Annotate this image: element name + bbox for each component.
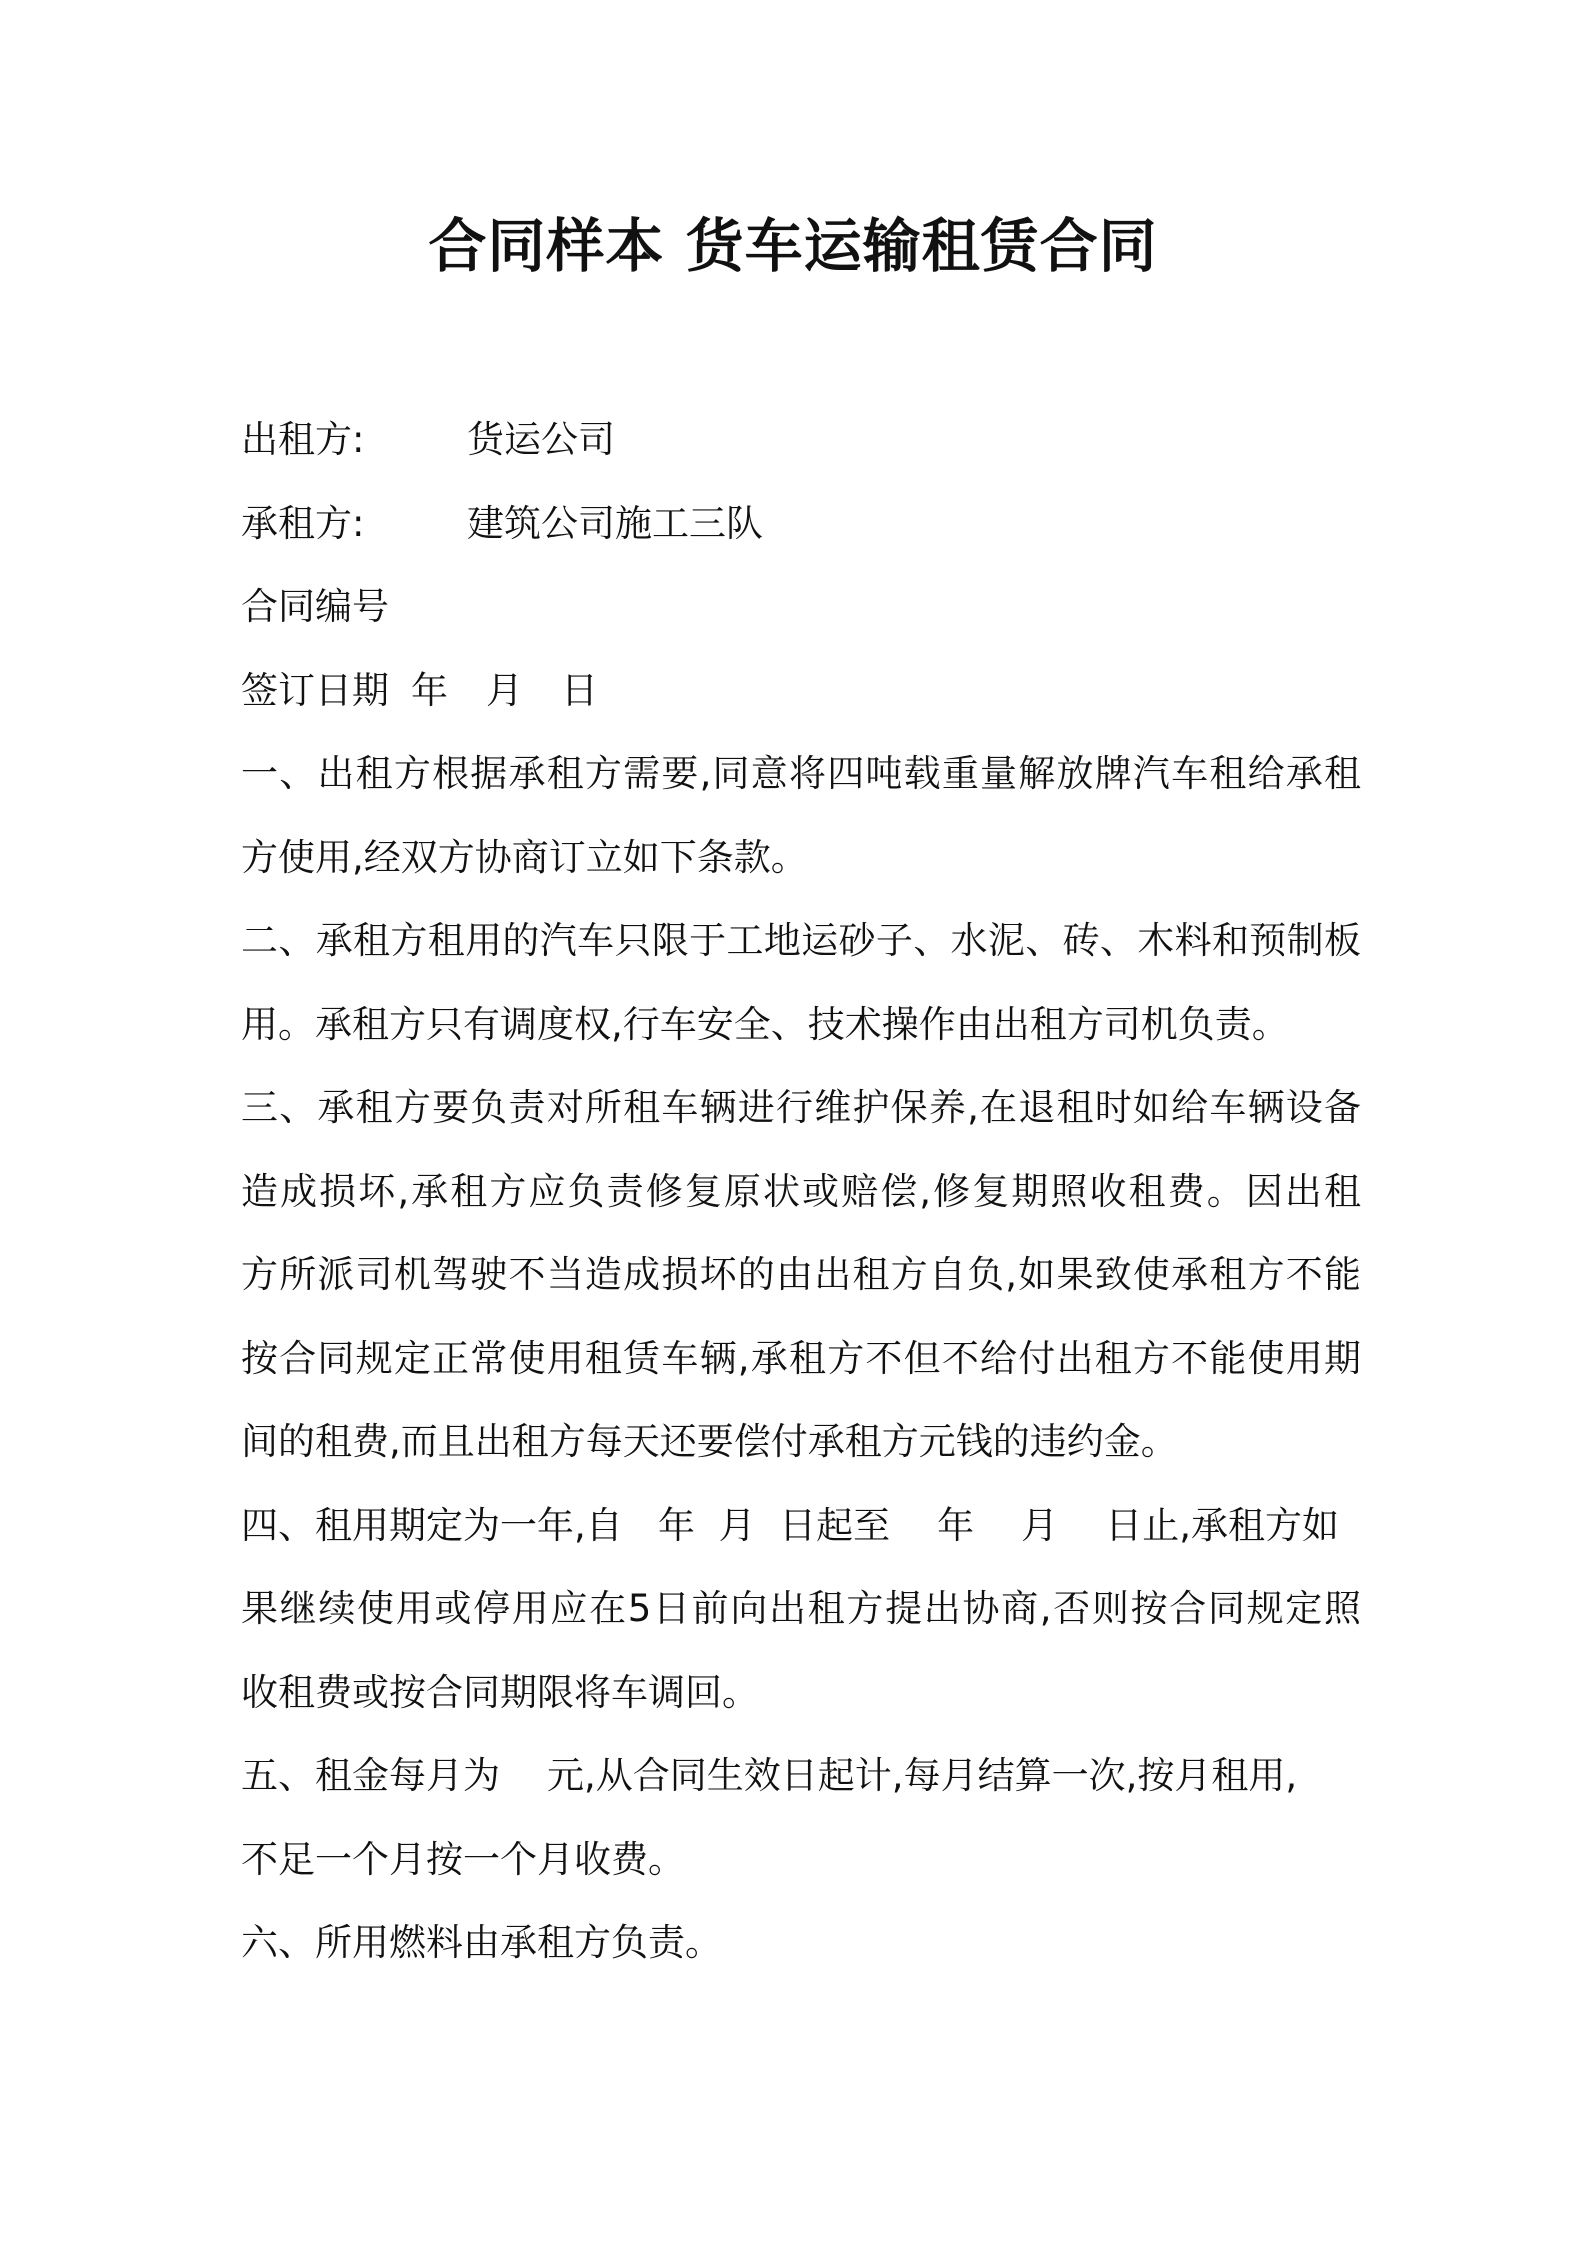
clause-3-line-5: 间的租费,而且出租方每天还要偿付承租方元钱的违约金。 [241,1420,1178,1463]
sign-date-label: 签订日期 [241,668,389,712]
clause-2-line-1: 二、承租方租用的汽车只限于工地运砂子、水泥、砖、木料和预制板 [241,919,1361,962]
clause-3-line-4: 按合同规定正常使用租赁车辆,承租方不但不给付出租方不能使用期 [241,1336,1361,1380]
sign-date-year: 年 [411,668,448,712]
clause-1-line-1: 一、出租方根据承租方需要,同意将四吨载重量解放牌汽车租给承租 [241,752,1361,795]
sign-date-month: 月 [486,668,523,712]
clause-6-line-1: 六、所用燃料由承租方负责。 [241,1921,722,1964]
clause-4-line-1: 四、租用期定为一年,自 年 月 日起至 年 月 日止,承租方如 [241,1503,1339,1547]
lessor-value: 货运公司 [467,418,615,461]
lessee-label: 承租方: [241,501,365,545]
document-title: 合同样本 货车运输租赁合同 [428,212,1158,280]
clause-3-line-1: 三、承租方要负责对所租车辆进行维护保养,在退租时如给车辆设备 [241,1086,1361,1129]
clause-4-line-2: 果继续使用或停用应在5日前向出租方提出协商,否则按合同规定照 [241,1587,1361,1630]
lessor-row [241,398,1361,482]
clause-3-line-2: 造成损坏,承租方应负责修复原状或赔偿,修复期照收租费。因出租 [241,1169,1361,1213]
contract-number-row [241,565,1361,649]
sign-date-day: 日 [561,668,598,712]
contract-number-label: 合同编号 [241,585,389,628]
clause-1-line-2: 方使用,经双方协商订立如下条款。 [241,835,808,879]
lessor-label: 出租方: [241,418,365,461]
lessee-row [241,482,1361,566]
clause-4-line-3: 收租费或按合同期限将车调回。 [241,1670,759,1714]
sign-date-row [241,649,1361,733]
clause-2-line-2: 用。承租方只有调度权,行车安全、技术操作由出租方司机负责。 [241,1002,1289,1046]
clause-3-line-3: 方所派司机驾驶不当造成损坏的由出租方自负,如果致使承租方不能 [241,1253,1361,1296]
clause-5-line-1: 五、租金每月为 元,从合同生效日起计,每月结算一次,按月租用, [241,1754,1298,1797]
clause-5-line-2: 不足一个月按一个月收费。 [241,1837,685,1881]
lessee-value: 建筑公司施工三队 [467,501,763,545]
document-body [241,398,1361,1985]
